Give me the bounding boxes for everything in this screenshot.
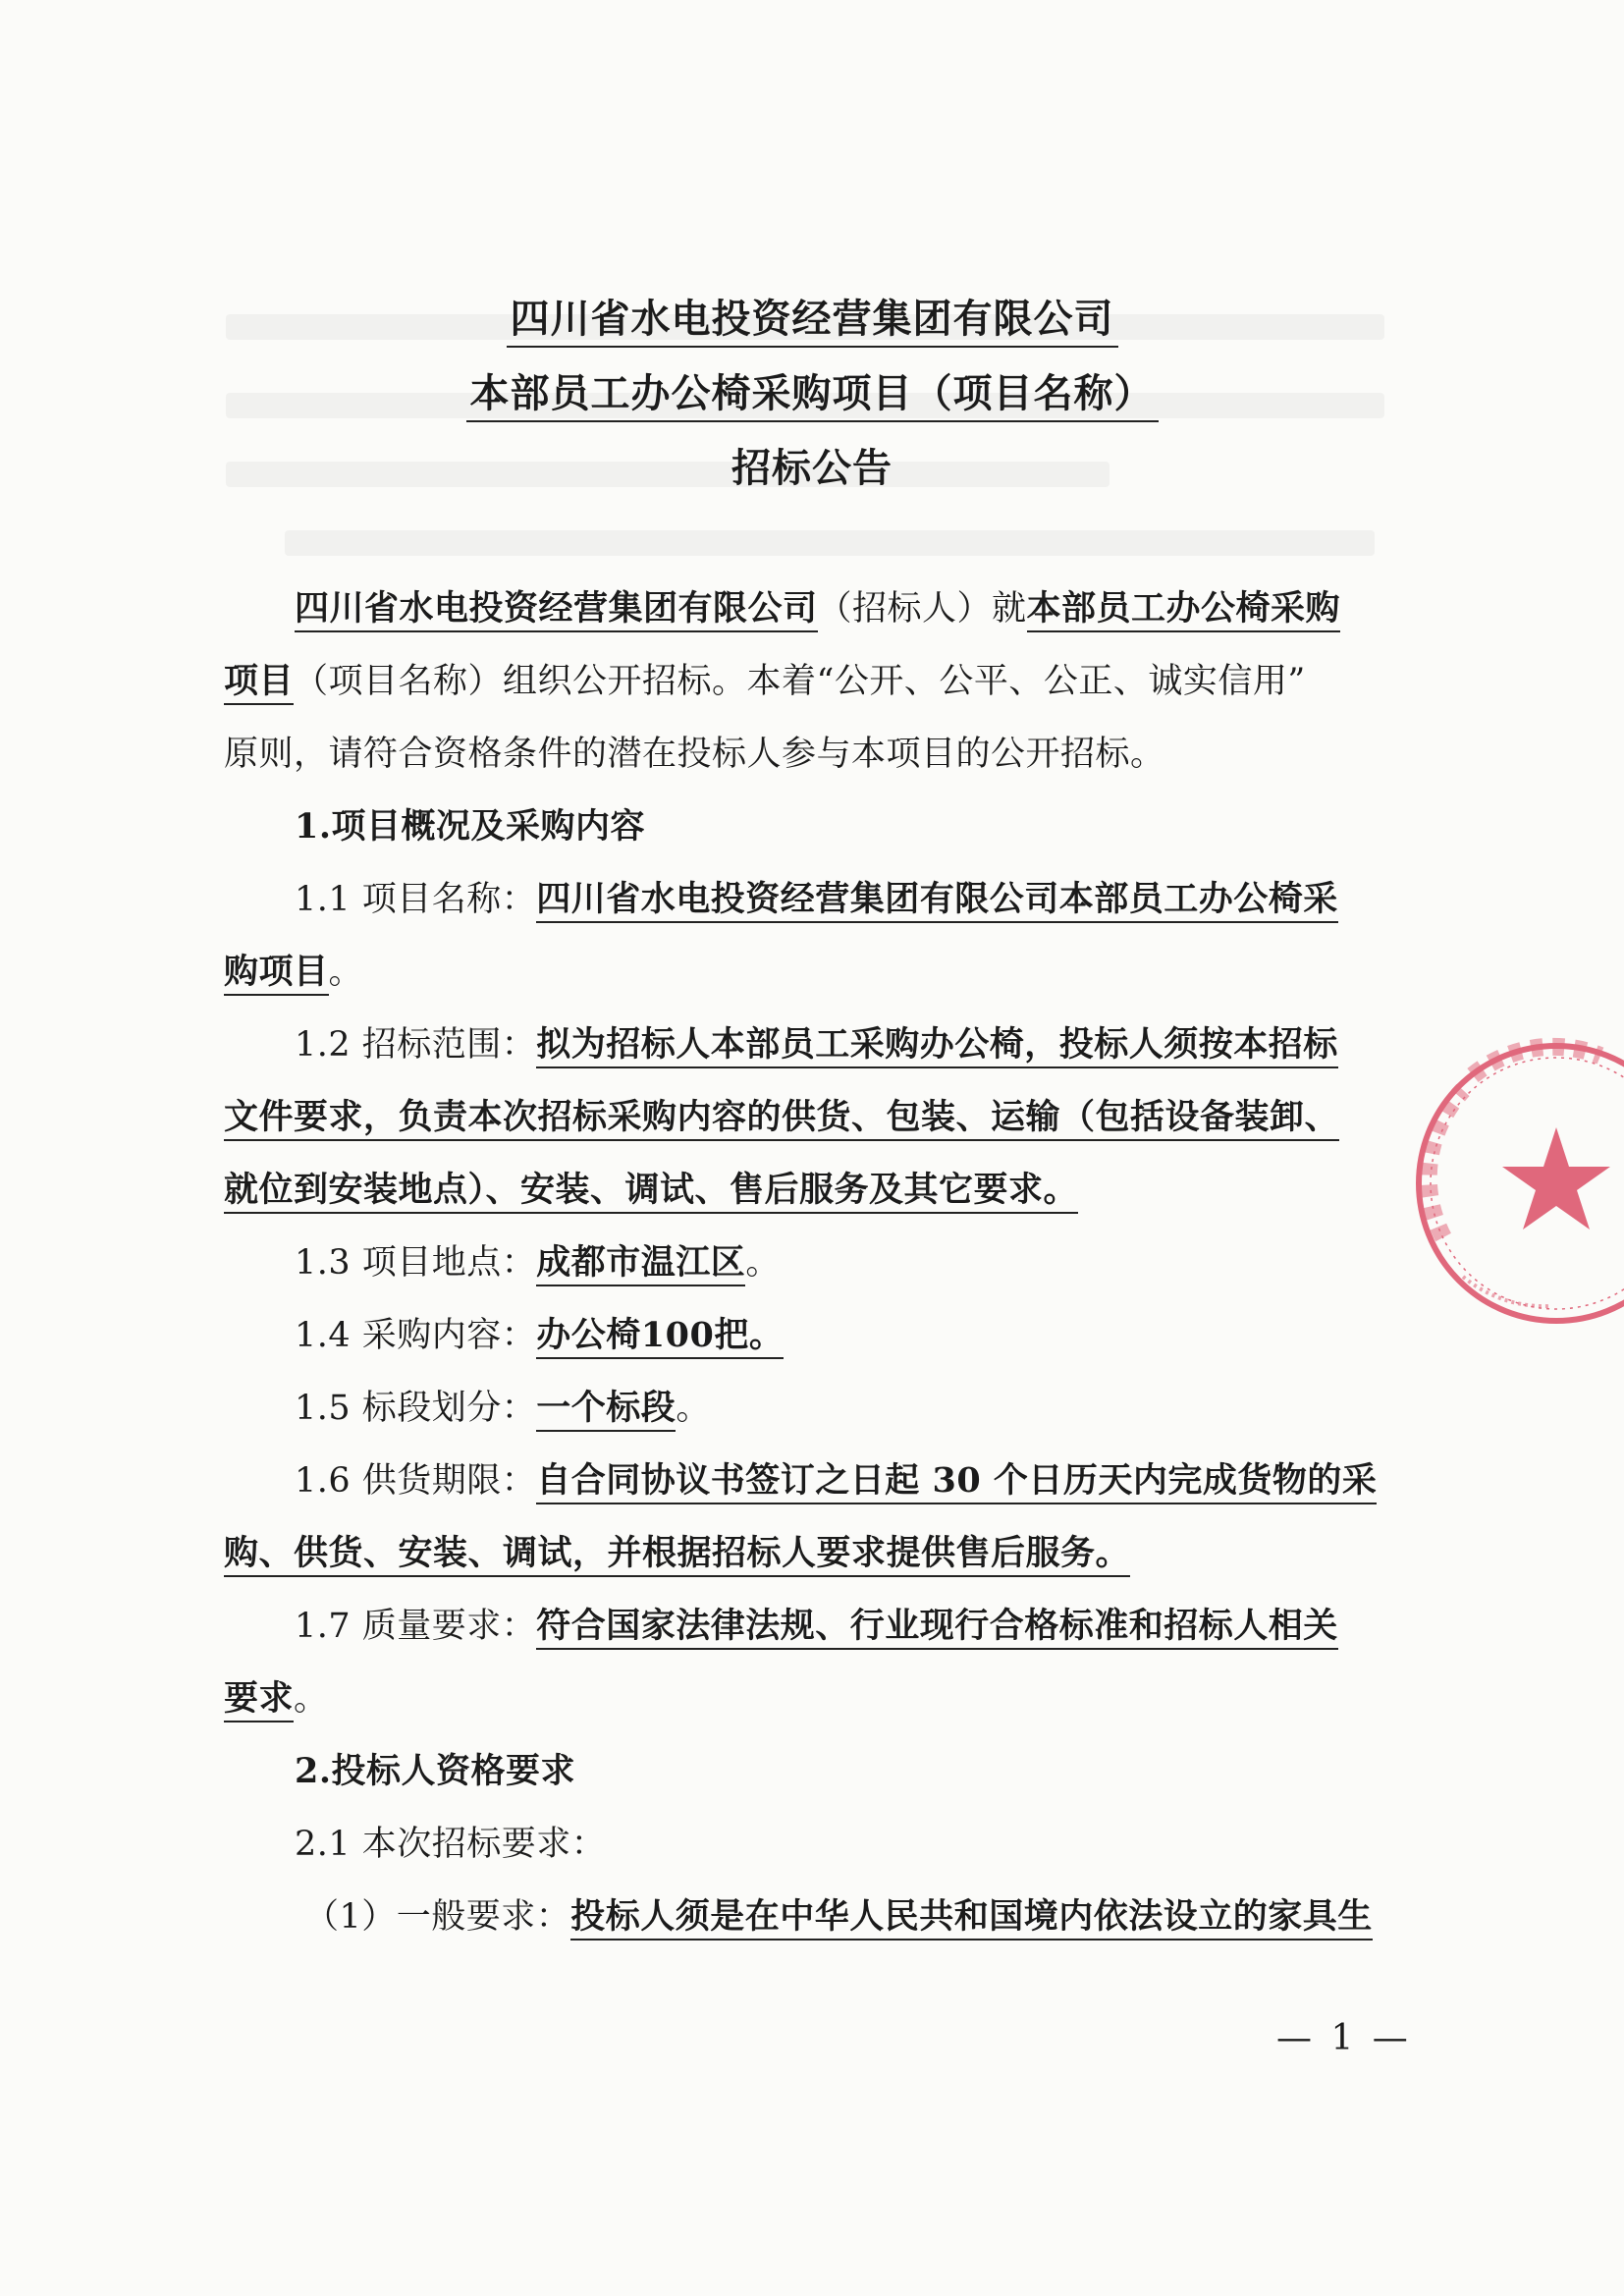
item-1-7-line-2: 要求。 bbox=[224, 1663, 329, 1735]
item-1-6-line-1: 1.6 供货期限：自合同协议书签订之日起 30 个日历天内完成货物的采 bbox=[295, 1445, 1377, 1517]
item-1-2-line-1: 1.2 招标范围：拟为招标人本部员工采购办公椅，投标人须按本招标 bbox=[295, 1009, 1338, 1081]
seal-star-icon bbox=[1502, 1127, 1610, 1230]
item-1-7-line-1: 1.7 质量要求：符合国家法律法规、行业现行合格标准和招标人相关 bbox=[295, 1590, 1338, 1663]
item-1-5: 1.5 标段划分：一个标段。 bbox=[295, 1372, 711, 1445]
doc-title-line-2: 本部员工办公椅采购项目（项目名称） bbox=[0, 369, 1624, 422]
section1-heading: 1.项目概况及采购内容 bbox=[295, 806, 646, 847]
doc-title-line-3: 招标公告 bbox=[731, 445, 893, 491]
intro-line-3: 原则，请符合资格条件的潜在投标人参与本项目的公开招标。 bbox=[224, 735, 1165, 774]
item-1-1-line-2: 购项目。 bbox=[224, 936, 363, 1009]
item-1-2-line-3: 就位到安装地点）、安装、调试、售后服务及其它要求。 bbox=[224, 1154, 1078, 1227]
company-seal-stamp bbox=[1404, 1031, 1624, 1336]
item-1-4: 1.4 采购内容：办公椅100把。 bbox=[295, 1299, 784, 1372]
item-2-1: 2.1 本次招标要求： bbox=[295, 1825, 607, 1864]
section2-heading: 2.投标人资格要求 bbox=[295, 1751, 576, 1791]
intro-line-2: 项目（项目名称）组织公开招标。本着“公开、公平、公正、诚实信用” bbox=[224, 645, 1306, 718]
intro-line-1: 四川省水电投资经营集团有限公司（招标人）就本部员工办公椅采购 bbox=[295, 573, 1340, 645]
seal-ring bbox=[1419, 1046, 1624, 1321]
item-1-1-line-1: 1.1 项目名称：四川省水电投资经营集团有限公司本部员工办公椅采 bbox=[295, 863, 1338, 936]
bleed-through-line bbox=[285, 530, 1375, 556]
item-2-1-1: （1）一般要求：投标人须是在中华人民共和国境内依法设立的家具生 bbox=[304, 1881, 1373, 1953]
item-1-6-line-2: 购、供货、安装、调试，并根据招标人要求提供售后服务。 bbox=[224, 1517, 1130, 1590]
item-1-2-line-2: 文件要求，负责本次招标采购内容的供货、包装、运输（包括设备装卸、 bbox=[224, 1081, 1339, 1154]
page-number: — 1 — bbox=[1276, 2018, 1412, 2058]
doc-title-line-1: 四川省水电投资经营集团有限公司 bbox=[0, 295, 1624, 348]
item-1-3: 1.3 项目地点：成都市温江区。 bbox=[295, 1227, 781, 1299]
